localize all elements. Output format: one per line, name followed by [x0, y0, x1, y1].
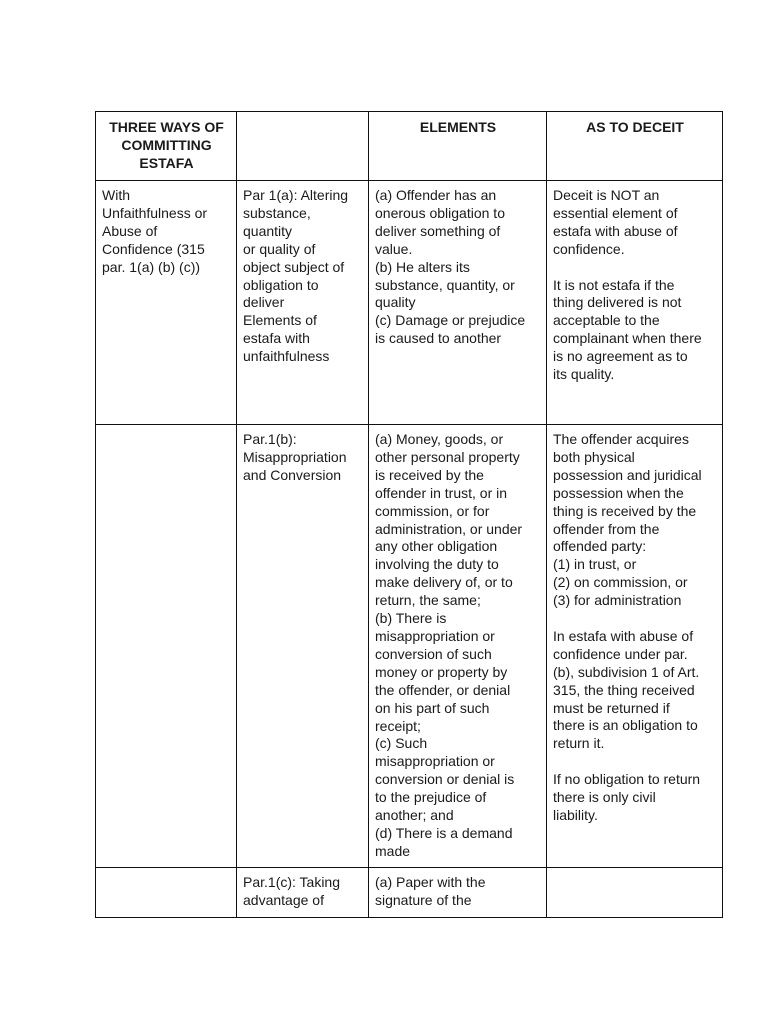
- cell-line: is no agreement as to: [553, 348, 688, 365]
- cell-line: (1) in trust, or: [553, 556, 637, 573]
- cell-line: Abuse of: [102, 222, 158, 239]
- header-paragraph: [237, 112, 369, 181]
- cell-line: made: [375, 842, 411, 859]
- header-three-ways: [96, 112, 237, 181]
- cell-line: other personal property: [375, 448, 520, 465]
- cell-line: return it.: [553, 735, 605, 752]
- cell-line: or quality of: [243, 240, 316, 257]
- cell-line: and Conversion: [243, 466, 342, 483]
- cell-paragraph: [237, 425, 369, 868]
- header-line: ESTAFA: [139, 154, 194, 171]
- cell-line: misappropriation or: [375, 627, 495, 644]
- cell-elements: [369, 181, 547, 425]
- cell-way: [96, 425, 237, 868]
- table-row: [96, 425, 723, 868]
- cell-line: confidence.: [553, 240, 625, 257]
- cell-line: If no obligation to return: [553, 771, 701, 788]
- cell-line: its quality.: [553, 366, 615, 383]
- cell-line: Par.1(c): Taking: [243, 874, 341, 890]
- cell-line: (2) on commission, or: [553, 574, 688, 591]
- cell-deceit: [547, 868, 723, 918]
- cell-line: thing delivered is not: [553, 294, 682, 311]
- cell-line: object subject of: [243, 258, 345, 275]
- cell-line: receipt;: [375, 717, 421, 734]
- table-row: [96, 181, 723, 425]
- cell-line: Misappropriation: [243, 448, 347, 465]
- header-elements: ELEMENTS: [369, 112, 547, 181]
- cell-line: estafa with abuse of: [553, 222, 678, 239]
- cell-line: In estafa with abuse of: [553, 627, 694, 644]
- cell-line: signature of the: [375, 891, 472, 908]
- cell-line: (a) Money, goods, or: [375, 431, 504, 447]
- table-row: [96, 868, 723, 918]
- cell-line: onerous obligation to: [375, 204, 505, 221]
- cell-line: The offender acquires: [553, 431, 689, 447]
- cell-line: unfaithfulness: [243, 348, 330, 365]
- cell-line: Confidence (315: [102, 240, 205, 257]
- cell-line: offender from the: [553, 520, 660, 537]
- cell-line: quantity: [243, 222, 293, 239]
- cell-paragraph: [237, 181, 369, 425]
- cell-elements: [369, 425, 547, 868]
- cell-line: acceptable to the: [553, 312, 660, 329]
- cell-line: advantage of: [243, 891, 324, 908]
- table-header-row: [96, 112, 723, 181]
- cell-line: Elements of: [243, 312, 317, 329]
- cell-line: Unfaithfulness or: [102, 204, 208, 221]
- cell-line: essential element of: [553, 204, 678, 221]
- cell-line: (a) Offender has an: [375, 187, 497, 203]
- cell-line: (b) He alters its: [375, 258, 470, 275]
- cell-line: (d) There is a demand: [375, 824, 513, 841]
- cell-line: estafa with: [243, 330, 310, 347]
- cell-line: obligation to: [243, 276, 319, 293]
- cell-line: to the prejudice of: [375, 789, 487, 806]
- cell-line: (b), subdivision 1 of Art.: [553, 663, 700, 680]
- cell-line: commission, or for: [375, 502, 490, 519]
- cell-line: is caused to another: [375, 330, 502, 347]
- cell-line: possession and juridical: [553, 466, 702, 483]
- cell-line: both physical: [553, 448, 635, 465]
- cell-line: par. 1(a) (b) (c)): [102, 258, 201, 275]
- cell-line: misappropriation or: [375, 753, 495, 770]
- cell-line: complainant when there: [553, 330, 702, 347]
- cell-deceit: [547, 181, 723, 425]
- cell-line: Par 1(a): Altering: [243, 187, 349, 203]
- cell-way: [96, 181, 237, 425]
- cell-line: must be returned if: [553, 699, 670, 716]
- cell-line: quality: [375, 294, 416, 311]
- cell-line: (c) Damage or prejudice: [375, 312, 526, 329]
- cell-line: Deceit is NOT an: [553, 187, 660, 203]
- header-line: COMMITTING: [121, 136, 212, 153]
- cell-line: money or property by: [375, 663, 508, 680]
- cell-line: deliver: [243, 294, 285, 311]
- cell-line: (3) for administration: [553, 592, 682, 609]
- cell-line: conversion of such: [375, 645, 492, 662]
- header-as-to-deceit: AS TO DECEIT: [547, 112, 723, 181]
- cell-line: another; and: [375, 807, 454, 824]
- cell-line: involving the duty to: [375, 556, 499, 573]
- paragraph-gap: [553, 259, 717, 277]
- cell-deceit: [547, 425, 723, 868]
- cell-line: thing is received by the: [553, 502, 697, 519]
- cell-line: substance, quantity, or: [375, 276, 515, 293]
- paragraph-gap: [553, 753, 717, 771]
- cell-line: there is an obligation to: [553, 717, 698, 734]
- cell-line: It is not estafa if the: [553, 276, 675, 293]
- cell-line: liability.: [553, 807, 598, 823]
- cell-line: value.: [375, 240, 413, 257]
- cell-line: Par.1(b):: [243, 431, 297, 447]
- cell-line: substance,: [243, 204, 311, 221]
- cell-line: conversion or denial is: [375, 771, 515, 788]
- cell-line: the offender, or denial: [375, 681, 511, 698]
- cell-line: make delivery of, or to: [375, 574, 513, 591]
- cell-line: (c) Such: [375, 735, 428, 752]
- cell-line: (b) There is: [375, 610, 447, 627]
- cell-line: (a) Paper with the: [375, 874, 486, 890]
- cell-line: on his part of such: [375, 699, 490, 716]
- cell-line: confidence under par.: [553, 645, 688, 662]
- cell-way: [96, 868, 237, 918]
- cell-line: there is only civil: [553, 789, 656, 806]
- cell-line: administration, or under: [375, 520, 523, 537]
- cell-line: With: [102, 187, 130, 203]
- header-line: THREE WAYS OF: [109, 119, 224, 135]
- cell-line: deliver something of: [375, 222, 501, 239]
- paragraph-gap: [553, 610, 717, 628]
- cell-line: any other obligation: [375, 538, 498, 555]
- cell-line: offended party:: [553, 538, 647, 555]
- cell-elements: [369, 868, 547, 918]
- cell-line: 315, the thing received: [553, 681, 695, 698]
- cell-line: offender in trust, or in: [375, 484, 508, 501]
- estafa-table: [95, 111, 723, 918]
- cell-line: return, the same;: [375, 592, 481, 609]
- cell-line: possession when the: [553, 484, 684, 501]
- cell-line: is received by the: [375, 466, 484, 483]
- cell-paragraph: [237, 868, 369, 918]
